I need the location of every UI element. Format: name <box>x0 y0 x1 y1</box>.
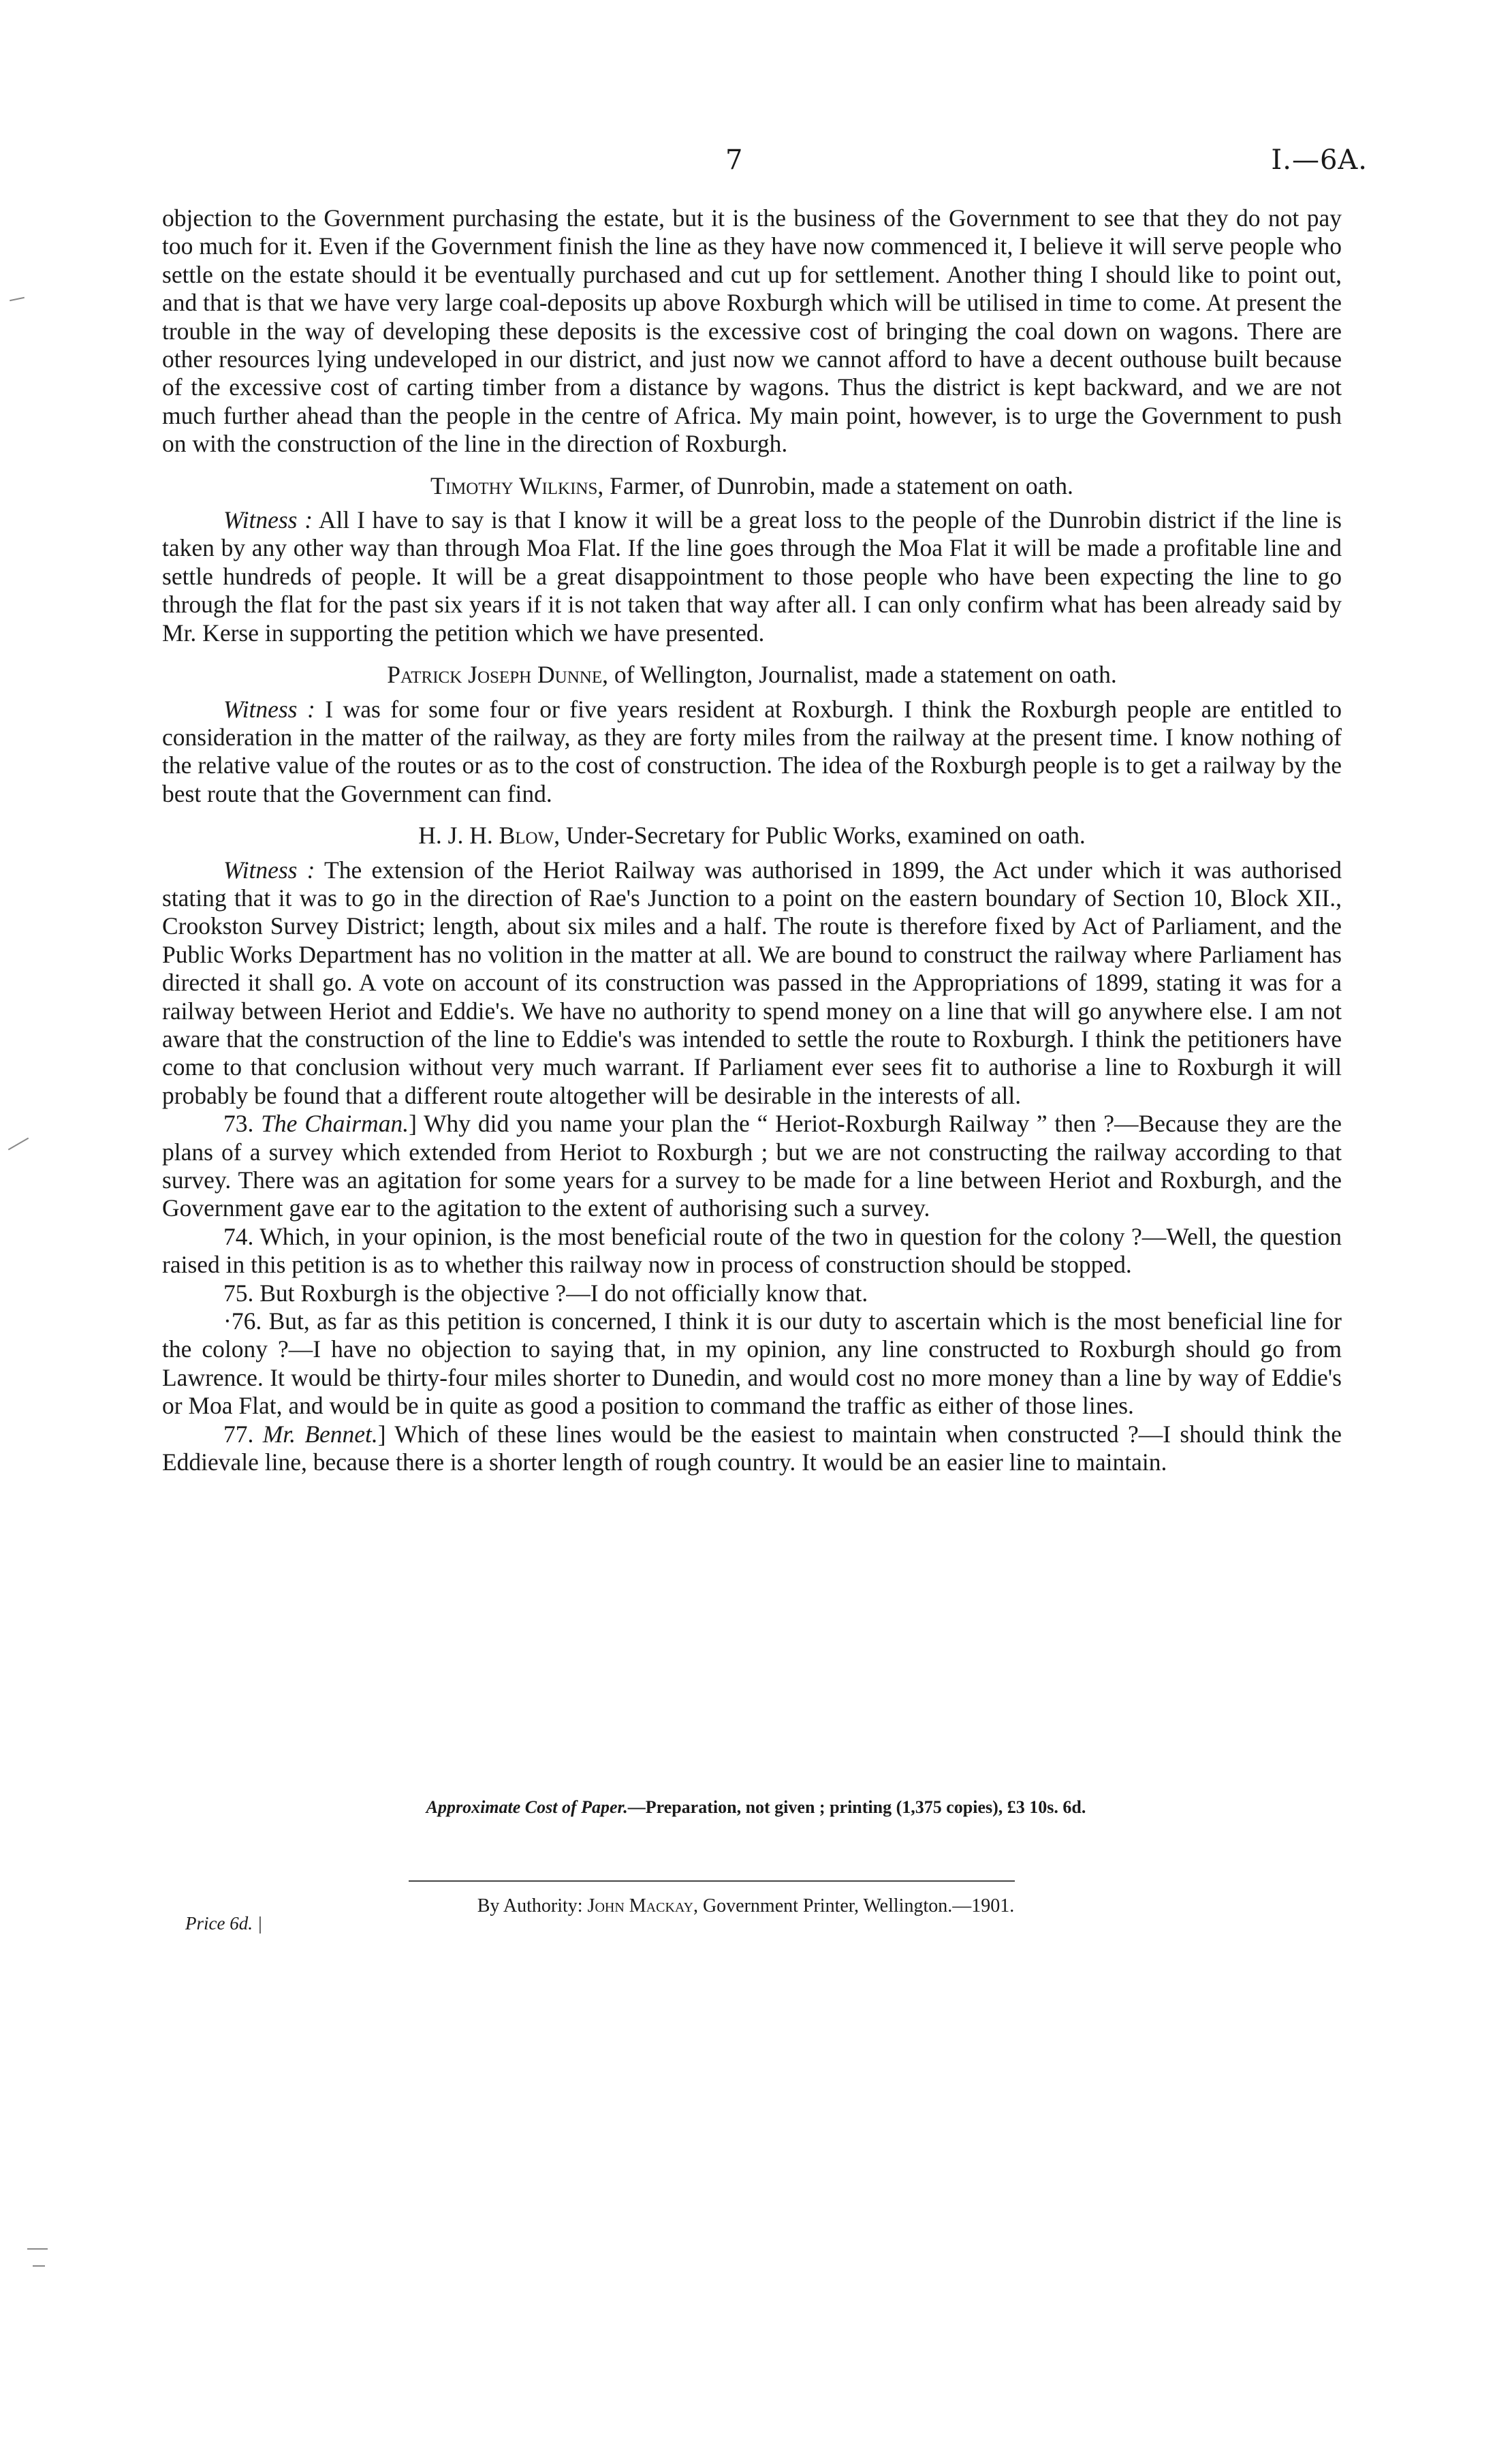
witness-label: Witness : <box>223 506 313 534</box>
witness-heading-blow <box>162 822 1342 850</box>
question-text: ] Which of these lines would be the easiest to maintain when constructed ?—I should think the Eddievale line, because there is a shorter length of rough country. It would be an easier line to maintain. <box>162 1420 1342 1476</box>
question-number: 77. <box>223 1420 254 1448</box>
cost-label: Approximate Cost of Paper. <box>426 1797 628 1817</box>
question-77 <box>162 1420 1342 1477</box>
cost-text: —Preparation, not given ; printing (1,375 copies), £3 10s. 6d. <box>627 1797 1086 1817</box>
witness-name: H. J. H. Blow <box>418 822 554 850</box>
scan-mark <box>27 2248 48 2250</box>
questioner: Mr. Bennet. <box>262 1420 378 1448</box>
witness-description: , Under-Secretary for Public Works, examined on oath. <box>554 822 1086 850</box>
document-body <box>162 204 1342 1476</box>
witness-description: , of Wellington, Journalist, made a statement on oath. <box>602 661 1117 689</box>
question-75: 75. But Roxburgh is the objective ?—I do not officially know that. <box>223 1279 868 1307</box>
question-73 <box>162 1110 1342 1223</box>
statement-text: The extension of the Heriot Railway was authorised in 1899, the Act under which it was authorised stating that it was to go in the direction of Rae's Junction to a point on the eastern boundary of Section 10, Block XII., Crookston Survey District; length, about six miles and a half. The route is therefore fixed by Act of Parliament, and the Public Works Department has no volition in the matter at all. We are bound to construct the railway where Parliament has directed it shall go. A vote on account of its construction was passed in the Appropriations of 1899, stating it was for a railway between Heriot and Eddie's. We have no authority to spend money on a line that will go anywhere else. I am not aware that the construction of the line to Eddie's was intended to settle the route to Roxburgh. I think the petitioners have come to that conclusion without very much warrant. If Parliament ever sees fit to authorise a line to Roxburgh it will probably be found that a different route altogether will be desirable in the interests of all. <box>162 856 1342 1109</box>
scan-mark <box>33 2265 45 2267</box>
paragraph-continued: objection to the Government purchasing the estate, but it is the business of the Government to see that they do not pay too much for it. Even if the Government finish the line as they have now commenced it, I believe it will serve people who settle on the estate should it be eventually purchased and cut up for settlement. Another thing I should like to point out, and that is that we have very large coal-deposits up above Roxburgh which will be utilised in time to come. At present the trouble in the way of developing these deposits is the excessive cost of bringing the coal down on wagons. There are other resources lying undeveloped in our district, and just now we cannot afford to have a decent outhouse built because of the excessive cost of carting timber from a distance by wagons. Thus the district is kept backward, and we are not much further ahead than the people in the centre of Africa. My main point, however, is to urge the Government to push on with the construction of the line in the direction of Roxburgh. <box>162 204 1342 458</box>
printer-imprint <box>388 1895 1103 1917</box>
question-74: 74. Which, in your opinion, is the most beneficial route of the two in question for the colony ?—Well, the question raised in this petition is as to whether this railway now in process of construction should be stopped. <box>162 1222 1342 1279</box>
scan-mark <box>10 297 25 302</box>
printer-name: John Mackay <box>587 1895 693 1916</box>
scan-mark <box>8 1138 29 1151</box>
questioner: The Chairman. <box>261 1110 409 1138</box>
question-text: ] Why did you name your plan the “ Heriot-Roxburgh Railway ” then ?—Because they are the plans of a survey which extended from Heriot to Roxburgh ; but we are not constructing the railway according to that survey. There was an agitation for some years for a survey to be made for a line between Heriot and Roxburgh, and the Government gave ear to the agitation to the extent of authorising such a survey. <box>162 1110 1342 1222</box>
witness-label: Witness : <box>223 856 315 884</box>
statement-text: All I have to say is that I know it will be a great loss to the people of the Dunrobin district if the line is taken by any other way than through Moa Flat. If the line goes through the Moa Flat it will be made a profitable line and settle hundreds of people. It will be a great disappointment to those people who have been expecting the line to go through the flat for the past six years if it is not taken that way after all. I can only confirm what has been already said by Mr. Kerse in supporting the petition which we have presented. <box>162 506 1342 647</box>
statement-text: I was for some four or five years resident at Roxburgh. I think the Roxburgh people are entitled to consideration in the matter of the railway, as they are forty miles from the railway at the present time. I know nothing of the relative value of the routes or as to the cost of construction. The idea of the Roxburgh people is to get a railway by the best route that the Government can find. <box>162 695 1342 807</box>
witness-label: Witness : <box>223 695 315 723</box>
price-label: Price 6d. | <box>185 1913 263 1933</box>
cost-of-paper-note <box>0 1797 1512 1818</box>
document-reference: I.—6A. <box>1271 144 1368 176</box>
witness-statement-dunne <box>162 696 1342 809</box>
question-76: ·76. But, as far as this petition is concerned, I think it is our duty to ascertain which is the most beneficial line for the colony ?—I have no objection to saying that, in my opinion, any line constructed to Roxburgh should go from Lawrence. It would be thirty-four miles shorter to Dunedin, and would cost no more money than a line by way of Eddie's or Moa Flat, and would be in quite as good a position to command the traffic as either of those lines. <box>162 1307 1342 1420</box>
page-header <box>0 144 1512 185</box>
witness-name: Timothy Wilkins <box>430 471 598 499</box>
authority-prefix: By Authority: <box>477 1895 583 1916</box>
footer-divider <box>409 1880 1015 1882</box>
authority-suffix: , Government Printer, Wellington.—1901. <box>693 1895 1015 1916</box>
witness-heading-wilkins <box>162 472 1342 500</box>
witness-name: Patrick Joseph Dunne <box>387 661 603 689</box>
page-number: 7 <box>725 144 743 176</box>
question-number: 73. <box>223 1110 254 1138</box>
witness-statement-wilkins <box>162 506 1342 647</box>
witness-description: , Farmer, of Dunrobin, made a statement on oath. <box>597 471 1073 499</box>
witness-heading-dunne <box>162 661 1342 689</box>
witness-statement-blow <box>162 856 1342 1110</box>
